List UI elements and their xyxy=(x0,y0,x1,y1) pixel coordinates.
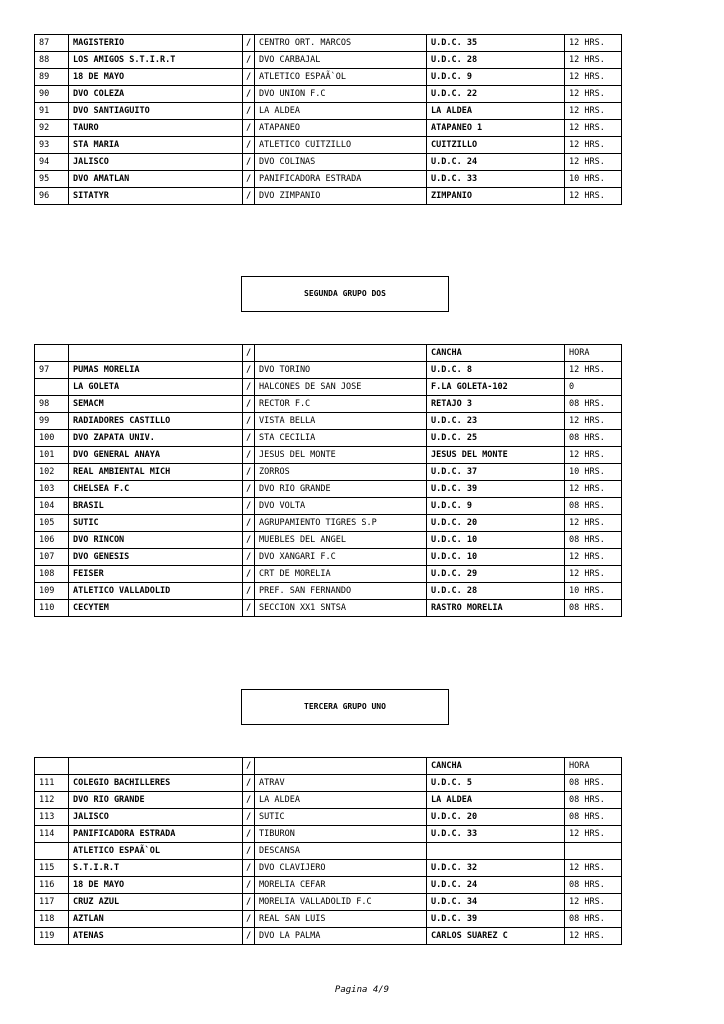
away-team-cell: DVO RIO GRANDE xyxy=(255,481,427,498)
time-cell: 12 HRS. xyxy=(565,860,622,877)
venue-cell: RASTRO MORELIA xyxy=(427,600,565,617)
time-cell: 12 HRS. xyxy=(565,137,622,154)
table-row xyxy=(35,566,622,583)
home-team-cell: REAL AMBIENTAL MICH xyxy=(69,464,243,481)
home-team-cell: PUMAS MORELIA xyxy=(69,362,243,379)
table-row xyxy=(35,35,622,52)
away-team-cell: ATAPANEO xyxy=(255,120,427,137)
venue-cell xyxy=(427,843,565,860)
match-number-cell: 92 xyxy=(35,120,69,137)
time-cell: 12 HRS. xyxy=(565,52,622,69)
home-team-cell: LOS AMIGOS S.T.I.R.T xyxy=(69,52,243,69)
away-team-cell: AGRUPAMIENTO TIGRES S.P xyxy=(255,515,427,532)
venue-cell: ATAPANEO 1 xyxy=(427,120,565,137)
home-team-cell: CRUZ AZUL xyxy=(69,894,243,911)
time-cell: 12 HRS. xyxy=(565,447,622,464)
table-header-row xyxy=(35,758,622,775)
table-row xyxy=(35,86,622,103)
header-away-team-cell xyxy=(255,345,427,362)
time-cell: 12 HRS. xyxy=(565,894,622,911)
venue-cell: U.D.C. 28 xyxy=(427,52,565,69)
away-team-cell: JESUS DEL MONTE xyxy=(255,447,427,464)
table-row xyxy=(35,498,622,515)
header-away-team-cell xyxy=(255,758,427,775)
separator-cell: / xyxy=(243,362,255,379)
venue-cell: CUITZILLO xyxy=(427,137,565,154)
away-team-cell: TIBURON xyxy=(255,826,427,843)
away-team-cell: DVO ZIMPANIO xyxy=(255,188,427,205)
home-team-cell: DVO SANTIAGUITO xyxy=(69,103,243,120)
home-team-cell: DVO GENESIS xyxy=(69,549,243,566)
venue-cell: U.D.C. 37 xyxy=(427,464,565,481)
away-team-cell: REAL SAN LUIS xyxy=(255,911,427,928)
time-cell: 08 HRS. xyxy=(565,532,622,549)
away-team-cell: ATRAV xyxy=(255,775,427,792)
match-number-cell xyxy=(35,843,69,860)
match-number-cell: 99 xyxy=(35,413,69,430)
home-team-cell: TAURO xyxy=(69,120,243,137)
separator-cell: / xyxy=(243,549,255,566)
separator-cell: / xyxy=(243,52,255,69)
separator-cell: / xyxy=(243,396,255,413)
match-number-cell: 89 xyxy=(35,69,69,86)
match-number-cell: 88 xyxy=(35,52,69,69)
separator-cell: / xyxy=(243,188,255,205)
home-team-cell: DVO RIO GRANDE xyxy=(69,792,243,809)
table-row xyxy=(35,600,622,617)
venue-cell: U.D.C. 24 xyxy=(427,154,565,171)
table-row xyxy=(35,583,622,600)
separator-cell: / xyxy=(243,911,255,928)
away-team-cell: LA ALDEA xyxy=(255,103,427,120)
venue-cell: U.D.C. 9 xyxy=(427,498,565,515)
home-team-cell: DVO AMATLAN xyxy=(69,171,243,188)
table-header-row xyxy=(35,345,622,362)
venue-cell: CARLOS SUAREZ C xyxy=(427,928,565,945)
time-cell: 08 HRS. xyxy=(565,911,622,928)
time-cell: 12 HRS. xyxy=(565,154,622,171)
away-team-cell: ZORROS xyxy=(255,464,427,481)
match-number-cell: 95 xyxy=(35,171,69,188)
header-home-team-cell xyxy=(69,345,243,362)
header-match-number-cell xyxy=(35,758,69,775)
separator-cell: / xyxy=(243,35,255,52)
venue-cell: LA ALDEA xyxy=(427,103,565,120)
home-team-cell: DVO RINCON xyxy=(69,532,243,549)
away-team-cell: MORELIA VALLADOLID F.C xyxy=(255,894,427,911)
schedule-table-3 xyxy=(34,757,622,945)
venue-cell: U.D.C. 24 xyxy=(427,877,565,894)
time-cell: 08 HRS. xyxy=(565,775,622,792)
time-cell: 08 HRS. xyxy=(565,396,622,413)
venue-cell: JESUS DEL MONTE xyxy=(427,447,565,464)
match-number-cell: 118 xyxy=(35,911,69,928)
home-team-cell: DVO COLEZA xyxy=(69,86,243,103)
time-cell: 10 HRS. xyxy=(565,583,622,600)
away-team-cell: DVO XANGARI F.C xyxy=(255,549,427,566)
venue-cell: U.D.C. 29 xyxy=(427,566,565,583)
venue-cell: F.LA GOLETA-102 xyxy=(427,379,565,396)
home-team-cell: JALISCO xyxy=(69,809,243,826)
time-cell: 12 HRS. xyxy=(565,120,622,137)
separator-cell: / xyxy=(243,775,255,792)
time-cell: 12 HRS. xyxy=(565,515,622,532)
table-row xyxy=(35,515,622,532)
separator-cell: / xyxy=(243,877,255,894)
separator-cell: / xyxy=(243,154,255,171)
separator-cell: / xyxy=(243,86,255,103)
away-team-cell: DVO TORINO xyxy=(255,362,427,379)
separator-cell: / xyxy=(243,430,255,447)
away-team-cell: RECTOR F.C xyxy=(255,396,427,413)
table-row xyxy=(35,843,622,860)
away-team-cell: CRT DE MORELIA xyxy=(255,566,427,583)
time-cell: 12 HRS. xyxy=(565,35,622,52)
away-team-cell: HALCONES DE SAN JOSE xyxy=(255,379,427,396)
venue-cell: U.D.C. 10 xyxy=(427,532,565,549)
match-number-cell: 101 xyxy=(35,447,69,464)
time-cell: 12 HRS. xyxy=(565,362,622,379)
match-number-cell: 109 xyxy=(35,583,69,600)
venue-cell: U.D.C. 25 xyxy=(427,430,565,447)
venue-cell: U.D.C. 9 xyxy=(427,69,565,86)
home-team-cell: BRASIL xyxy=(69,498,243,515)
match-number-cell: 107 xyxy=(35,549,69,566)
match-number-cell: 113 xyxy=(35,809,69,826)
table-row xyxy=(35,171,622,188)
table-row xyxy=(35,413,622,430)
away-team-cell: DESCANSA xyxy=(255,843,427,860)
venue-cell: U.D.C. 10 xyxy=(427,549,565,566)
table-body xyxy=(35,35,622,205)
time-cell: 12 HRS. xyxy=(565,566,622,583)
time-cell: 12 HRS. xyxy=(565,103,622,120)
away-team-cell: DVO COLINAS xyxy=(255,154,427,171)
table-row xyxy=(35,911,622,928)
home-team-cell: DVO GENERAL ANAYA xyxy=(69,447,243,464)
table-body xyxy=(35,758,622,945)
match-number-cell: 112 xyxy=(35,792,69,809)
match-number-cell: 97 xyxy=(35,362,69,379)
table-row xyxy=(35,379,622,396)
away-team-cell: MUEBLES DEL ANGEL xyxy=(255,532,427,549)
separator-cell: / xyxy=(243,860,255,877)
venue-cell: ZIMPANIO xyxy=(427,188,565,205)
schedule-table-1 xyxy=(34,34,622,205)
time-cell: 12 HRS. xyxy=(565,413,622,430)
home-team-cell: ATLETICO ESPAÃ`OL xyxy=(69,843,243,860)
time-cell: 08 HRS. xyxy=(565,600,622,617)
match-number-cell: 116 xyxy=(35,877,69,894)
table-row xyxy=(35,894,622,911)
venue-cell: U.D.C. 8 xyxy=(427,362,565,379)
match-number-cell: 91 xyxy=(35,103,69,120)
match-number-cell: 110 xyxy=(35,600,69,617)
separator-cell: / xyxy=(243,894,255,911)
match-number-cell: 117 xyxy=(35,894,69,911)
table-row xyxy=(35,481,622,498)
away-team-cell: LA ALDEA xyxy=(255,792,427,809)
home-team-cell: S.T.I.R.T xyxy=(69,860,243,877)
match-number-cell: 94 xyxy=(35,154,69,171)
table-row xyxy=(35,120,622,137)
separator-cell: / xyxy=(243,532,255,549)
away-team-cell: PREF. SAN FERNANDO xyxy=(255,583,427,600)
away-team-cell: DVO CARBAJAL xyxy=(255,52,427,69)
time-cell: 12 HRS. xyxy=(565,481,622,498)
separator-cell: / xyxy=(243,464,255,481)
home-team-cell: PANIFICADORA ESTRADA xyxy=(69,826,243,843)
separator-cell: / xyxy=(243,413,255,430)
away-team-cell: MORELIA CEFAR xyxy=(255,877,427,894)
table-row xyxy=(35,103,622,120)
home-team-cell: LA GOLETA xyxy=(69,379,243,396)
away-team-cell: SECCION XX1 SNTSA xyxy=(255,600,427,617)
home-team-cell: CHELSEA F.C xyxy=(69,481,243,498)
away-team-cell: DVO UNION F.C xyxy=(255,86,427,103)
table-row xyxy=(35,549,622,566)
match-number-cell: 115 xyxy=(35,860,69,877)
away-team-cell: ATLETICO CUITZILLO xyxy=(255,137,427,154)
home-team-cell: AZTLAN xyxy=(69,911,243,928)
table-row xyxy=(35,52,622,69)
away-team-cell: CENTRO ORT. MARCOS xyxy=(255,35,427,52)
separator-cell: / xyxy=(243,928,255,945)
separator-cell: / xyxy=(243,69,255,86)
separator-cell: / xyxy=(243,120,255,137)
table-row xyxy=(35,362,622,379)
separator-cell: / xyxy=(243,498,255,515)
match-number-cell: 96 xyxy=(35,188,69,205)
table-row xyxy=(35,860,622,877)
venue-cell: U.D.C. 20 xyxy=(427,515,565,532)
header-time-cell: HORA xyxy=(565,758,622,775)
home-team-cell: SITATYR xyxy=(69,188,243,205)
table-row xyxy=(35,532,622,549)
match-number-cell: 98 xyxy=(35,396,69,413)
match-number-cell: 106 xyxy=(35,532,69,549)
separator-cell: / xyxy=(243,792,255,809)
match-number-cell: 108 xyxy=(35,566,69,583)
home-team-cell: RADIADORES CASTILLO xyxy=(69,413,243,430)
header-home-team-cell xyxy=(69,758,243,775)
venue-cell: U.D.C. 34 xyxy=(427,894,565,911)
venue-cell: U.D.C. 20 xyxy=(427,809,565,826)
page-footer: Pagina 4/9 xyxy=(334,985,390,995)
separator-cell: / xyxy=(243,171,255,188)
venue-cell: RETAJO 3 xyxy=(427,396,565,413)
home-team-cell: MAGISTERIO xyxy=(69,35,243,52)
home-team-cell: STA MARIA xyxy=(69,137,243,154)
home-team-cell: 18 DE MAYO xyxy=(69,877,243,894)
separator-cell: / xyxy=(243,600,255,617)
time-cell: 08 HRS. xyxy=(565,498,622,515)
away-team-cell: PANIFICADORA ESTRADA xyxy=(255,171,427,188)
match-number-cell xyxy=(35,379,69,396)
home-team-cell: ATLETICO VALLADOLID xyxy=(69,583,243,600)
time-cell: 12 HRS. xyxy=(565,928,622,945)
away-team-cell: DVO CLAVIJERO xyxy=(255,860,427,877)
venue-cell: U.D.C. 33 xyxy=(427,826,565,843)
time-cell: 10 HRS. xyxy=(565,171,622,188)
separator-cell: / xyxy=(243,515,255,532)
time-cell: 0 xyxy=(565,379,622,396)
away-team-cell: DVO LA PALMA xyxy=(255,928,427,945)
table-row xyxy=(35,137,622,154)
home-team-cell: FEISER xyxy=(69,566,243,583)
home-team-cell: DVO ZAPATA UNIV. xyxy=(69,430,243,447)
match-number-cell: 105 xyxy=(35,515,69,532)
match-number-cell: 90 xyxy=(35,86,69,103)
time-cell xyxy=(565,843,622,860)
match-number-cell: 87 xyxy=(35,35,69,52)
table-row xyxy=(35,775,622,792)
table-row xyxy=(35,396,622,413)
separator-cell: / xyxy=(243,137,255,154)
venue-cell: U.D.C. 33 xyxy=(427,171,565,188)
venue-cell: U.D.C. 39 xyxy=(427,911,565,928)
away-team-cell: SUTIC xyxy=(255,809,427,826)
time-cell: 12 HRS. xyxy=(565,549,622,566)
separator-cell: / xyxy=(243,103,255,120)
away-team-cell: STA CECILIA xyxy=(255,430,427,447)
table-row xyxy=(35,69,622,86)
schedule-table-2 xyxy=(34,344,622,617)
home-team-cell: JALISCO xyxy=(69,154,243,171)
time-cell: 12 HRS. xyxy=(565,86,622,103)
time-cell: 08 HRS. xyxy=(565,430,622,447)
time-cell: 12 HRS. xyxy=(565,826,622,843)
home-team-cell: SUTIC xyxy=(69,515,243,532)
separator-cell: / xyxy=(243,826,255,843)
away-team-cell: ATLETICO ESPAÃ`OL xyxy=(255,69,427,86)
separator-cell: / xyxy=(243,809,255,826)
header-match-number-cell xyxy=(35,345,69,362)
match-number-cell: 119 xyxy=(35,928,69,945)
venue-cell: U.D.C. 5 xyxy=(427,775,565,792)
venue-cell: U.D.C. 35 xyxy=(427,35,565,52)
table-body xyxy=(35,345,622,617)
separator-cell: / xyxy=(243,583,255,600)
header-separator-cell: / xyxy=(243,345,255,362)
venue-cell: U.D.C. 22 xyxy=(427,86,565,103)
separator-cell: / xyxy=(243,843,255,860)
away-team-cell: VISTA BELLA xyxy=(255,413,427,430)
away-team-cell: DVO VOLTA xyxy=(255,498,427,515)
group-title-tercera-uno: TERCERA GRUPO UNO xyxy=(241,689,449,725)
match-number-cell: 114 xyxy=(35,826,69,843)
time-cell: 08 HRS. xyxy=(565,792,622,809)
header-venue-cell: CANCHA xyxy=(427,758,565,775)
match-number-cell: 111 xyxy=(35,775,69,792)
table-row xyxy=(35,792,622,809)
table-row xyxy=(35,809,622,826)
match-number-cell: 93 xyxy=(35,137,69,154)
table-row xyxy=(35,826,622,843)
header-time-cell: HORA xyxy=(565,345,622,362)
venue-cell: U.D.C. 23 xyxy=(427,413,565,430)
table-row xyxy=(35,447,622,464)
time-cell: 08 HRS. xyxy=(565,877,622,894)
match-number-cell: 100 xyxy=(35,430,69,447)
home-team-cell: COLEGIO BACHILLERES xyxy=(69,775,243,792)
table-row xyxy=(35,877,622,894)
venue-cell: U.D.C. 32 xyxy=(427,860,565,877)
venue-cell: U.D.C. 28 xyxy=(427,583,565,600)
table-row xyxy=(35,430,622,447)
venue-cell: LA ALDEA xyxy=(427,792,565,809)
table-row xyxy=(35,928,622,945)
table-row xyxy=(35,464,622,481)
venue-cell: U.D.C. 39 xyxy=(427,481,565,498)
time-cell: 10 HRS. xyxy=(565,464,622,481)
home-team-cell: CECYTEM xyxy=(69,600,243,617)
time-cell: 12 HRS. xyxy=(565,69,622,86)
table-row xyxy=(35,188,622,205)
match-number-cell: 102 xyxy=(35,464,69,481)
match-number-cell: 104 xyxy=(35,498,69,515)
home-team-cell: SEMACM xyxy=(69,396,243,413)
header-venue-cell: CANCHA xyxy=(427,345,565,362)
home-team-cell: 18 DE MAYO xyxy=(69,69,243,86)
separator-cell: / xyxy=(243,481,255,498)
home-team-cell: ATENAS xyxy=(69,928,243,945)
match-number-cell: 103 xyxy=(35,481,69,498)
time-cell: 08 HRS. xyxy=(565,809,622,826)
table-row xyxy=(35,154,622,171)
separator-cell: / xyxy=(243,447,255,464)
separator-cell: / xyxy=(243,379,255,396)
time-cell: 12 HRS. xyxy=(565,188,622,205)
header-separator-cell: / xyxy=(243,758,255,775)
group-title-segunda-dos: SEGUNDA GRUPO DOS xyxy=(241,276,449,312)
separator-cell: / xyxy=(243,566,255,583)
